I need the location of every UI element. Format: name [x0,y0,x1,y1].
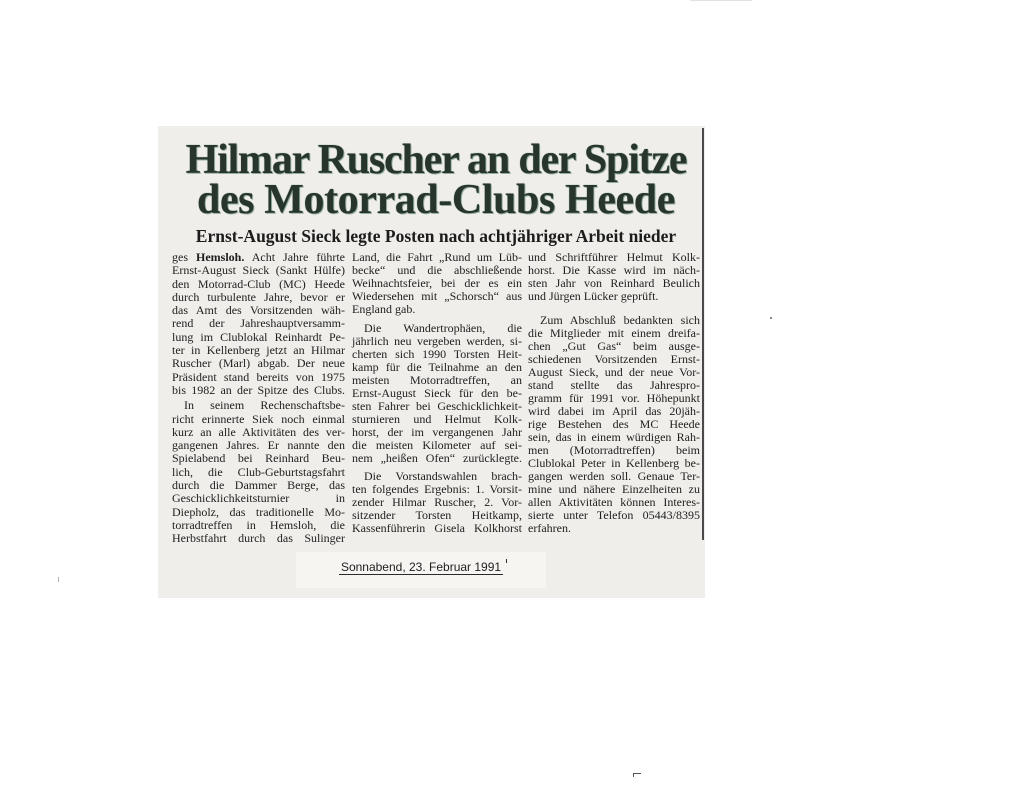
text-line: Die Wandertrophäen, die [364,321,522,335]
text-line: Weihnachtsfeier, bei der es ein [352,276,522,290]
text-line: richt erinnerte Siek noch einmal [172,411,345,426]
text-line: cherten sich 1990 Torsten Heit- [352,347,522,361]
scan-speck [633,773,634,777]
scan-speck [58,577,59,582]
text-line: Die Vorstandswahlen brach- [364,469,522,483]
article-column-3 [528,251,700,535]
paragraph [528,251,700,303]
text-line: horst. Die Kasse wird im näch- [528,263,700,277]
text-line: stand stellte das Jahrespro- [528,378,700,392]
text-line: Wiedersehen mit „Schorsch“ aus [352,289,522,303]
paragraph [172,399,345,545]
text-line: sein, das in einem würdigen Rah- [528,430,700,444]
dateline-prefix: ges [172,250,188,264]
paragraph [172,251,345,397]
text-line: sten Jahr von Reinhard Beulich [528,276,700,290]
text-line: nem „heißen Ofen“ zurücklegte. [352,451,522,465]
newspaper-clipping [158,126,705,598]
text-line: Ernst-August Sieck für den be- [352,386,522,400]
article-column-2 [352,251,522,535]
text-line: sten Fahrer bei Geschicklichkeit- [352,399,522,413]
text-line: August Sieck, und der neue Vor- [528,365,700,379]
date-stamp [296,552,546,588]
text-line: die Mitglieder mit einem dreifa- [528,326,700,340]
text-line: erfahren. [528,521,571,535]
headline-line-2: des Motorrad-Clubs Heede [196,177,675,223]
text-line: becke“ und die abschließende [352,263,522,277]
column-edge-rule [702,128,704,540]
scan-speck [770,317,772,319]
text-line: In seinem Rechenschaftsbe- [184,398,345,413]
scan-speck [633,773,641,774]
text-line: chen „Gut Gas“ beim ausge- [528,339,700,353]
text-line: rige Bestehen des MC Heede [528,417,700,431]
text-line: und Jürgen Lücker geprüft. [528,289,659,303]
text-line: ten folgendes Ergebnis: 1. Vorsit- [352,482,522,496]
paragraph [352,322,522,465]
scan-speck [690,0,752,1]
text-line: Diepholz, das traditionelle Mo- [172,504,345,519]
article-column-1 [172,251,345,546]
text-line: sturnieren und Helmut Kolk- [352,412,522,426]
paragraph [528,314,700,535]
text-line: zender Hilmar Ruscher, 2. Vor- [352,495,522,509]
paragraph [352,470,522,535]
text-line: meisten Motorradtreffen, an [352,373,522,387]
date-stamp-line [296,559,546,575]
text-line: horst, der im vergangenen Jahr [352,425,522,439]
text-line: torradtreffen in Hemsloh, die [172,517,345,532]
text-line: den Motorrad-Club (MC) Heede [172,276,345,291]
text-line: gangenen Jahres. Er nannte den [172,438,345,453]
text-line: jährlich neu vergeben werden, si- [352,334,522,348]
text-line: wird dabei im April das 20jäh- [528,404,700,418]
text-line: durch die Dammer Berge, das [172,478,345,493]
text-line: und Schriftführer Helmut Kolk- [528,250,700,264]
text-line: mine und nähere Einzelheiten zu [528,482,700,496]
text-line: Geschicklichkeitsturnier in [172,491,345,506]
text-line: Ernst-August Sieck (Sankt Hülfe) [172,263,345,278]
text-line: das Amt des Vorsitzenden wäh- [172,303,345,318]
text-line: kamp für die Teilnahme an den [352,360,522,374]
text-line: lich, die Club-Geburtstagsfahrt [172,464,345,479]
text-line: sitzender Torsten Heitkamp, [352,508,522,522]
lead-text: Acht Jahre führte [251,250,346,264]
text-line: gangen werden soll. Genaue Ter- [528,469,700,483]
text-line: ter in Kellenberg jetzt an Hilmar [172,343,345,358]
paragraph [352,251,522,316]
text-line: rend der Jahreshauptversamm- [172,316,345,331]
text-line: die meisten Kilometer auf sei- [352,438,522,452]
text-line: men (Motorradtreffen) beim [528,443,700,457]
stamp-tick-mark [506,559,507,563]
text-line: durch turbulente Jahre, bevor er [172,289,345,304]
text-line: Land, die Fahrt „Rund um Lüb- [352,250,522,264]
text-line: Clublokal Peter in Kellenberg be- [528,456,700,470]
text-line: gramm für 1991 vor. Höhepunkt [528,391,700,405]
text-line: Spielabend bei Reinhard Beu- [172,451,345,466]
text-line: Präsident stand bereits von 1975 [172,369,345,384]
text-line: allen Aktivitäten können Interes- [528,495,700,509]
text-line: kurz an alle Aktivitäten des ver- [172,424,345,439]
text-line: England gab. [352,302,416,316]
headline-line-1: Hilmar Ruscher an der Spitze [185,137,687,183]
text-line: Zum Abschluß bedankten sich [540,313,700,327]
text-line: Ruscher (Marl) abgab. Der neue [172,356,345,371]
text-line [172,251,345,264]
dateline-place: Hemsloh. [196,250,245,264]
text-line: sierte unter Telefon 05443/8395 [528,508,700,522]
text-line: Kassenführerin Gisela Kolkhorst [352,521,522,535]
text-line: Herbstfahrt durch das Sulinger [172,531,345,546]
text-line: bis 1982 an der Spitze des Clubs. [172,382,345,397]
text-line: lung im Clublokal Reinhardt Pe- [172,329,345,344]
subheadline: Ernst-August Sieck legte Posten nach achtjähriger Arbeit nieder [195,226,677,246]
text-line: schiedenen Vorsitzenden Ernst- [528,352,700,366]
date-stamp-text: Sonnabend, 23. Februar 1991 [340,560,502,574]
